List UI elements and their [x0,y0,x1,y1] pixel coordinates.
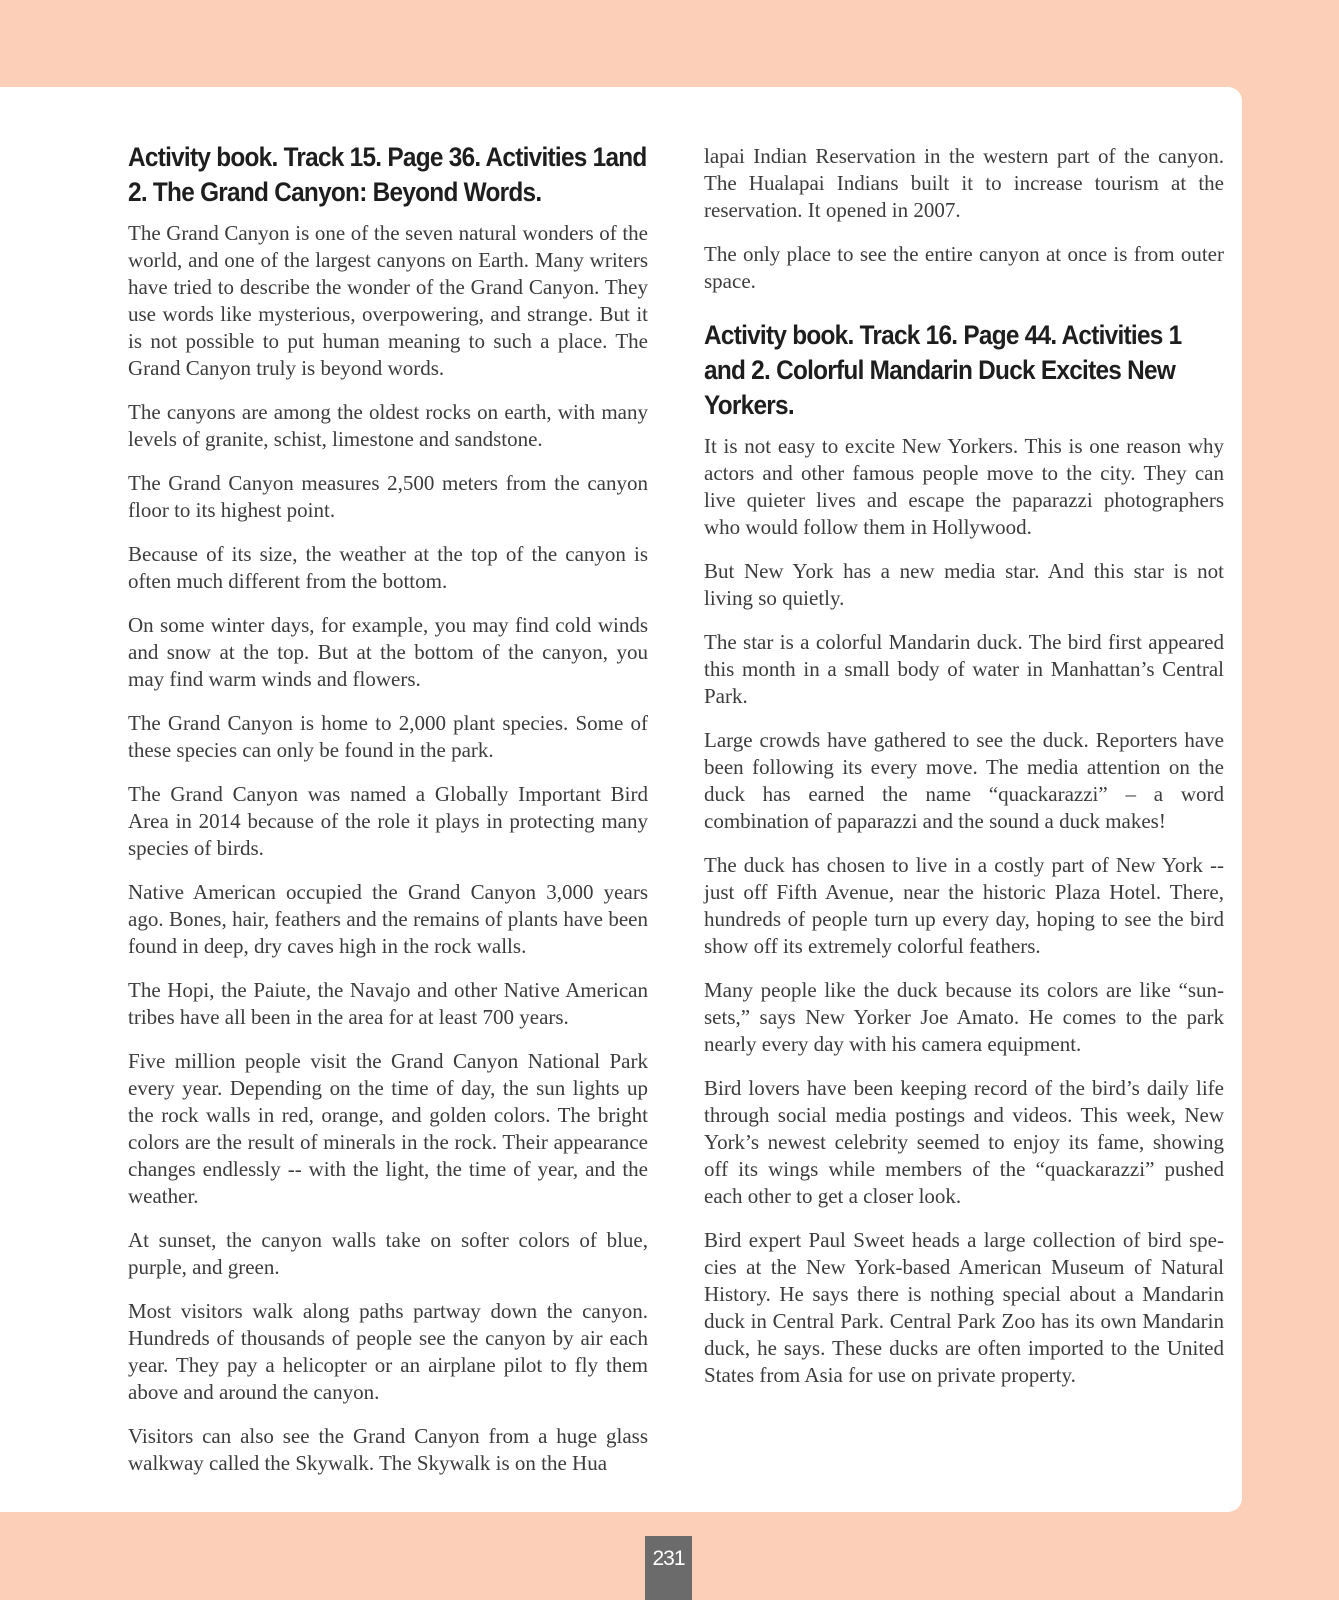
paragraph: Most visitors walk along paths partway down the canyon. Hundreds of thousands of people see the canyon by air each year. They pay a helicopter or an airplane pilot to fly them above and around the canyon. [128,1299,648,1404]
paragraph: The Grand Canyon was named a Globally Important Bird Area in 2014 because of the role it plays in protecting many species of birds. [128,782,648,860]
paragraph: But New York has a new media star. And this star is not living so quietly. [704,559,1224,610]
article-heading-grand-canyon: Activity book. Track 15. Page 36. Activities 1and 2. The Grand Canyon: Beyond Words. [128,142,647,207]
paragraph: It is not easy to excite New Yorkers. This is one reason why actors and other famous people move to the city. They can live quieter lives and escape the paparazzi photographers who would follow them in Hollywood. [704,434,1224,539]
paragraph: Bird expert Paul Sweet heads a large collection of bird species at the New York-based American Museum of Natural History. He says there is nothing special about a Mandarin duck in Central Park. Central Park Zoo has its own Mandarin duck, he says. These ducks are often imported to the United States from Asia for use on private property. [704,1228,1224,1387]
page-number: 231 [645,1536,692,1600]
paragraph: The only place to see the entire canyon at once is from outer space. [704,242,1224,293]
paragraph: The Grand Canyon is home to 2,000 plant species. Some of these species can only be found in the park. [128,711,648,762]
paragraph: Many people like the duck because its colors are like “sunsets,” says New Yorker Joe Amato. He comes to the park nearly every day with his camera equipment. [704,978,1224,1056]
paragraph: Large crowds have gathered to see the duck. Reporters have been following its every move. The media attention on the duck has earned the name “quackarazzi” – a word combination of paparazzi and the sound a duck makes! [704,728,1224,833]
paragraph: Visitors can also see the Grand Canyon from a huge glass walkway called the Skywalk. The Skywalk is on the Hua [128,1424,648,1475]
paragraph-continued: lapai Indian Reservation in the western part of the canyon. The Hualapai Indians built it to increase tourism at the reservation. It opened in 2007. [704,144,1224,222]
right-column [704,143,1224,1406]
paragraph: The Grand Canyon is one of the seven natural wonders of the world, and one of the largest canyons on Earth. Many writers have tried to describe the wonder of the Grand Canyon. They use words like mysterious, overpowering, and strange. But it is not possible to put human meaning to such a place. The Grand Canyon truly is beyond words. [128,221,648,380]
paragraph: The canyons are among the oldest rocks on earth, with many levels of granite, schist, limestone and sandstone. [128,400,648,451]
paragraph: Bird lovers have been keeping record of the bird’s daily life through social media postings and videos. This week, New York’s newest celebrity seemed to enjoy its fame, showing off its wings while members of the “quackarazzi” pushed each other to get a closer look. [704,1076,1224,1208]
paragraph: The Grand Canyon measures 2,500 meters from the canyon floor to its highest point. [128,471,648,522]
paragraph: Because of its size, the weather at the top of the canyon is often much different from the bottom. [128,542,648,593]
article-heading-mandarin-duck: Activity book. Track 16. Page 44. Activities 1 and 2. Colorful Mandarin Duck Excites New Yorkers. [704,320,1182,420]
paragraph: Five million people visit the Grand Canyon National Park every year. Depending on the time of day, the sun lights up the rock walls in red, orange, and golden colors. The bright colors are the result of minerals in the rock. Their appearance changes endlessly -- with the light, the time of year, and the weather. [128,1049,648,1208]
paragraph: At sunset, the canyon walls take on softer colors of blue, purple, and green. [128,1228,648,1279]
paragraph: The Hopi, the Paiute, the Navajo and other Native American tribes have all been in the area for at least 700 years. [128,978,648,1029]
paragraph: Native American occupied the Grand Canyon 3,000 years ago. Bones, hair, feathers and the remains of plants have been found in deep, dry caves high in the rock walls. [128,880,648,958]
paragraph: The star is a colorful Mandarin duck. The bird first appeared this month in a small body of water in Manhattan’s Central Park. [704,630,1224,708]
paragraph: On some winter days, for example, you may find cold winds and snow at the top. But at the bottom of the canyon, you may find warm winds and flowers. [128,613,648,691]
left-column [128,140,648,1494]
paragraph: The duck has chosen to live in a costly part of New York -- just off Fifth Avenue, near the historic Plaza Hotel. There, hundreds of people turn up every day, hoping to see the bird show off its extremely colorful feathers. [704,853,1224,958]
